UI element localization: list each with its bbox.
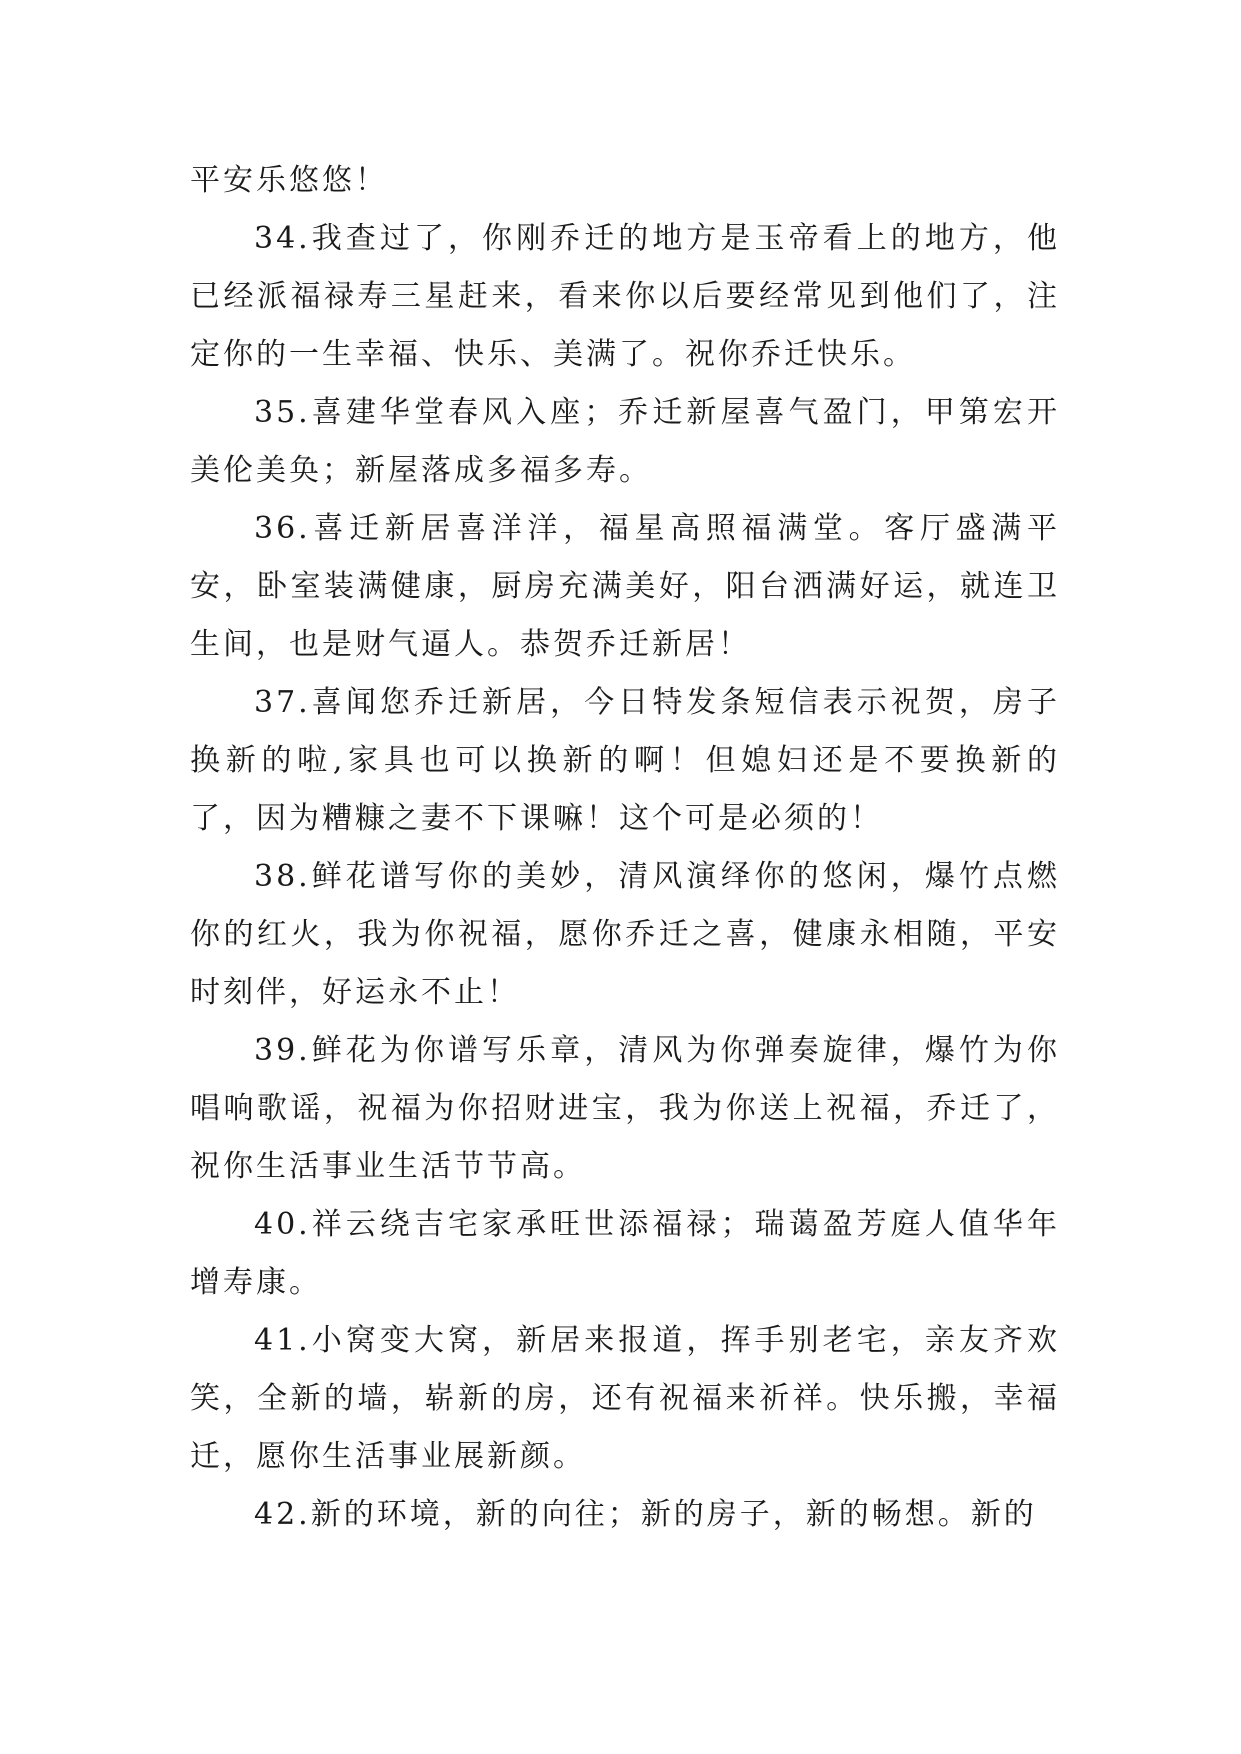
paragraph-continuation: 平安乐悠悠！ bbox=[190, 163, 388, 198]
paragraph-39: 39.鲜花为你谱写乐章，清风为你弹奏旋律，爆竹为你唱响歌谣，祝福为你招财进宝，我为你送上祝福，乔迁了，祝你生活事业生活节节高。 bbox=[190, 1033, 1060, 1184]
paragraph-36: 36.喜迁新居喜洋洋，福星高照福满堂。客厅盛满平安，卧室装满健康，厨房充满美好，阳台洒满好运，就连卫生间，也是财气逼人。恭贺乔迁新居！ bbox=[190, 511, 1060, 662]
paragraph-38: 38.鲜花谱写你的美妙，清风演绎你的悠闲，爆竹点燃你的红火，我为你祝福，愿你乔迁之喜，健康永相随，平安时刻伴，好运永不止！ bbox=[190, 859, 1060, 1010]
paragraph-40: 40.祥云绕吉宅家承旺世添福禄；瑞蔼盈芳庭人值华年增寿康。 bbox=[190, 1207, 1060, 1300]
paragraph-34: 34.我查过了，你刚乔迁的地方是玉帝看上的地方，他已经派福禄寿三星赶来，看来你以后要经常见到他们了，注定你的一生幸福、快乐、美满了。祝你乔迁快乐。 bbox=[190, 221, 1060, 372]
paragraph-41: 41.小窝变大窝，新居来报道，挥手别老宅，亲友齐欢笑，全新的墙，崭新的房，还有祝福来祈祥。快乐搬，幸福迁，愿你生活事业展新颜。 bbox=[190, 1323, 1060, 1474]
paragraph-37: 37.喜闻您乔迁新居，今日特发条短信表示祝贺，房子换新的啦,家具也可以换新的啊！但媳妇还是不要换新的了，因为糟糠之妻不下课嘛！这个可是必须的！ bbox=[190, 685, 1060, 836]
paragraph-35: 35.喜建华堂春风入座；乔迁新屋喜气盈门，甲第宏开美伦美奂；新屋落成多福多寿。 bbox=[190, 395, 1060, 488]
paragraph-42: 42.新的环境，新的向往；新的房子，新的畅想。新的 bbox=[254, 1497, 1037, 1532]
document-body bbox=[190, 152, 1060, 1544]
